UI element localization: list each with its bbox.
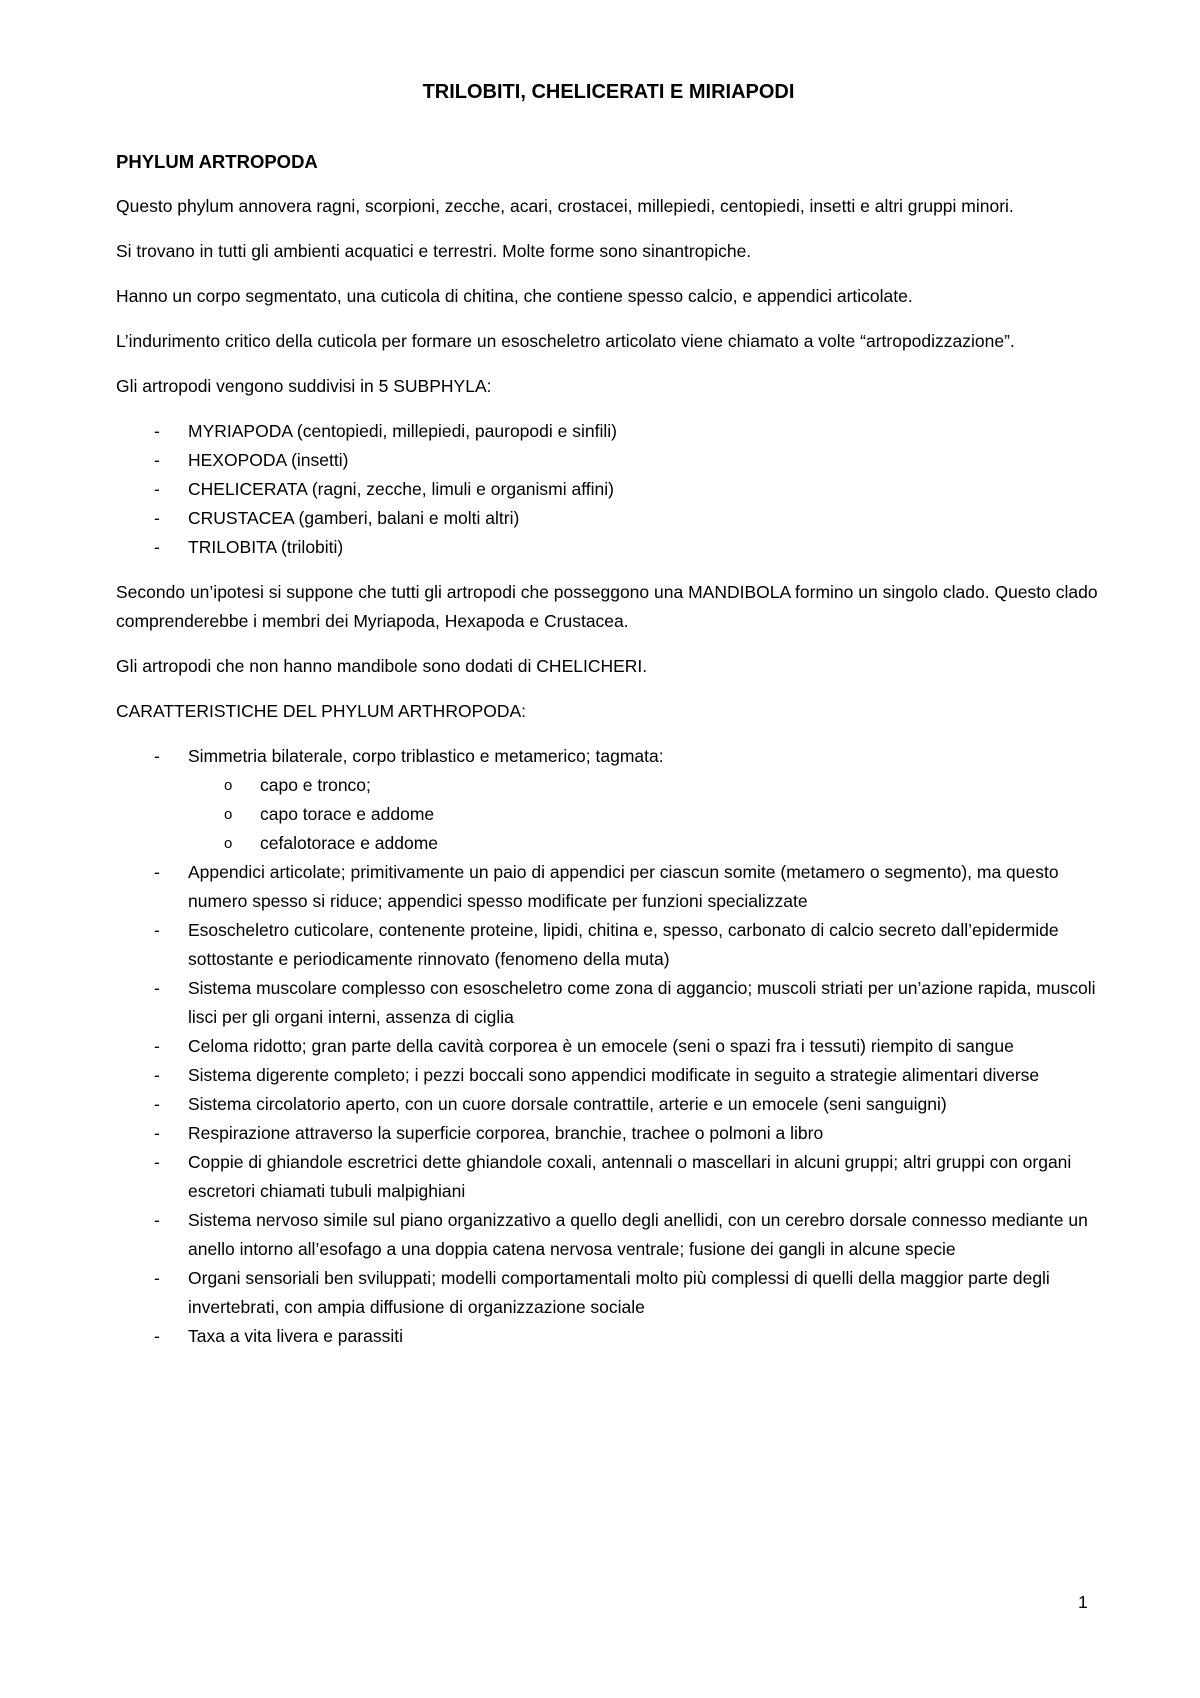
dash-bullet: -	[154, 1065, 160, 1085]
dash-bullet: -	[154, 479, 160, 499]
list-item: - Celoma ridotto; gran parte della cavità corporea è un emocele (seni o spazi fra i tessuti) riempito di sangue	[116, 1032, 1101, 1061]
dash-bullet: -	[154, 862, 160, 882]
paragraph-intro-3: Hanno un corpo segmentato, una cuticola di chitina, che contiene spesso calcio, e appendici articolate.	[116, 286, 913, 306]
dash-bullet: -	[154, 1210, 160, 1230]
subphyla-list	[116, 417, 1101, 562]
list-item: - CHELICERATA (ragni, zecche, limuli e organismi affini)	[116, 475, 1101, 504]
sublist-item: o capo torace e addome	[188, 800, 1101, 829]
paragraph-intro-4: L’indurimento critico della cuticola per formare un esoscheletro articolato viene chiamato a volte “artropodizzazione”.	[116, 331, 1015, 351]
dash-bullet: -	[154, 978, 160, 998]
sublist-item: o cefalotorace e addome	[188, 829, 1101, 858]
sublist-item: o capo e tronco;	[188, 771, 1101, 800]
list-item: - Sistema digerente completo; i pezzi boccali sono appendici modificate in seguito a strategie alimentari diverse	[116, 1061, 1101, 1090]
dash-bullet: -	[154, 1268, 160, 1288]
list-item: - Appendici articolate; primitivamente un paio di appendici per ciascun somite (metamero o segmento), ma questo numero spesso si riduce; appendici spesso modificate per funzioni specializzate	[116, 858, 1101, 916]
document-title: TRILOBITI, CHELICERATI E MIRIAPODI	[422, 81, 795, 103]
list-item: - Sistema muscolare complesso con esoscheletro come zona di aggancio; muscoli striati per un’azione rapida, muscoli lisci per gli organi interni, assenza di ciglia	[116, 974, 1101, 1032]
list-item: - Esoscheletro cuticolare, contenente proteine, lipidi, chitina e, spesso, carbonato di calcio secreto dall’epidermide sottostante e periodicamente rinnovato (fenomeno della muta)	[116, 916, 1101, 974]
paragraph-characteristics-lead: CARATTERISTICHE DEL PHYLUM ARTHROPODA:	[116, 701, 527, 721]
list-item: - Organi sensoriali ben sviluppati; modelli comportamentali molto più complessi di quelli della maggior parte degli invertebrati, con ampia diffusione di organizzazione sociale	[116, 1264, 1101, 1322]
dash-bullet: -	[154, 1094, 160, 1114]
dash-bullet: -	[154, 1036, 160, 1056]
paragraph-chelicheri: Gli artropodi che non hanno mandibole sono dodati di CHELICHERI.	[116, 656, 648, 676]
list-item: - MYRIAPODA (centopiedi, millepiedi, pauropodi e sinfili)	[116, 417, 1101, 446]
dash-bullet: -	[154, 421, 160, 441]
paragraph-intro-1: Questo phylum annovera ragni, scorpioni, zecche, acari, crostacei, millepiedi, centopiedi, insetti e altri gruppi minori.	[116, 196, 1014, 216]
dash-bullet: -	[154, 920, 160, 940]
list-item: - HEXOPODA (insetti)	[116, 446, 1101, 475]
tagmata-sublist	[188, 771, 1101, 858]
dash-bullet: -	[154, 1152, 160, 1172]
list-item: - Simmetria bilaterale, corpo triblastico e metamerico; tagmata: o capo e tronco; o capo torace e addome o cefalotorace e addome	[116, 742, 1101, 858]
dash-bullet: -	[154, 450, 160, 470]
paragraph-intro-2: Si trovano in tutti gli ambienti acquatici e terrestri. Molte forme sono sinantropiche.	[116, 241, 752, 261]
section-heading: PHYLUM ARTROPODA	[116, 151, 318, 172]
list-item: - Coppie di ghiandole escretrici dette ghiandole coxali, antennali o mascellari in alcuni gruppi; altri gruppi con organi escretori chiamati tubuli malpighiani	[116, 1148, 1101, 1206]
list-item: - Respirazione attraverso la superficie corporea, branchie, trachee o polmoni a libro	[116, 1119, 1101, 1148]
document-body	[116, 78, 1101, 1367]
dash-bullet: -	[154, 537, 160, 557]
circle-bullet: o	[224, 806, 233, 823]
dash-bullet: -	[154, 1326, 160, 1346]
dash-bullet: -	[154, 508, 160, 528]
list-item: - Sistema circolatorio aperto, con un cuore dorsale contrattile, arterie e un emocele (seni sanguigni)	[116, 1090, 1101, 1119]
list-item: - CRUSTACEA (gamberi, balani e molti altri)	[116, 504, 1101, 533]
list-item: - TRILOBITA (trilobiti)	[116, 533, 1101, 562]
dash-bullet: -	[154, 1123, 160, 1143]
dash-bullet: -	[154, 746, 160, 766]
circle-bullet: o	[224, 835, 233, 852]
paragraph-subphyla-lead: Gli artropodi vengono suddivisi in 5 SUBPHYLA:	[116, 376, 492, 396]
page-number: 1	[1078, 1592, 1088, 1612]
circle-bullet: o	[224, 777, 233, 794]
paragraph-mandibola: Secondo un’ipotesi si suppone che tutti gli artropodi che posseggono una MANDIBOLA formino un singolo clado. Questo clado comprenderebbe i membri dei Myriapoda, Hexapoda e Crustacea.	[116, 582, 1098, 631]
list-item: - Sistema nervoso simile sul piano organizzativo a quello degli anellidi, con un cerebro dorsale connesso mediante un anello intorno all’esofago a una doppia catena nervosa ventrale; fusione dei gangli in alcune specie	[116, 1206, 1101, 1264]
list-item: - Taxa a vita livera e parassiti	[116, 1322, 1101, 1351]
characteristics-list	[116, 742, 1101, 1351]
